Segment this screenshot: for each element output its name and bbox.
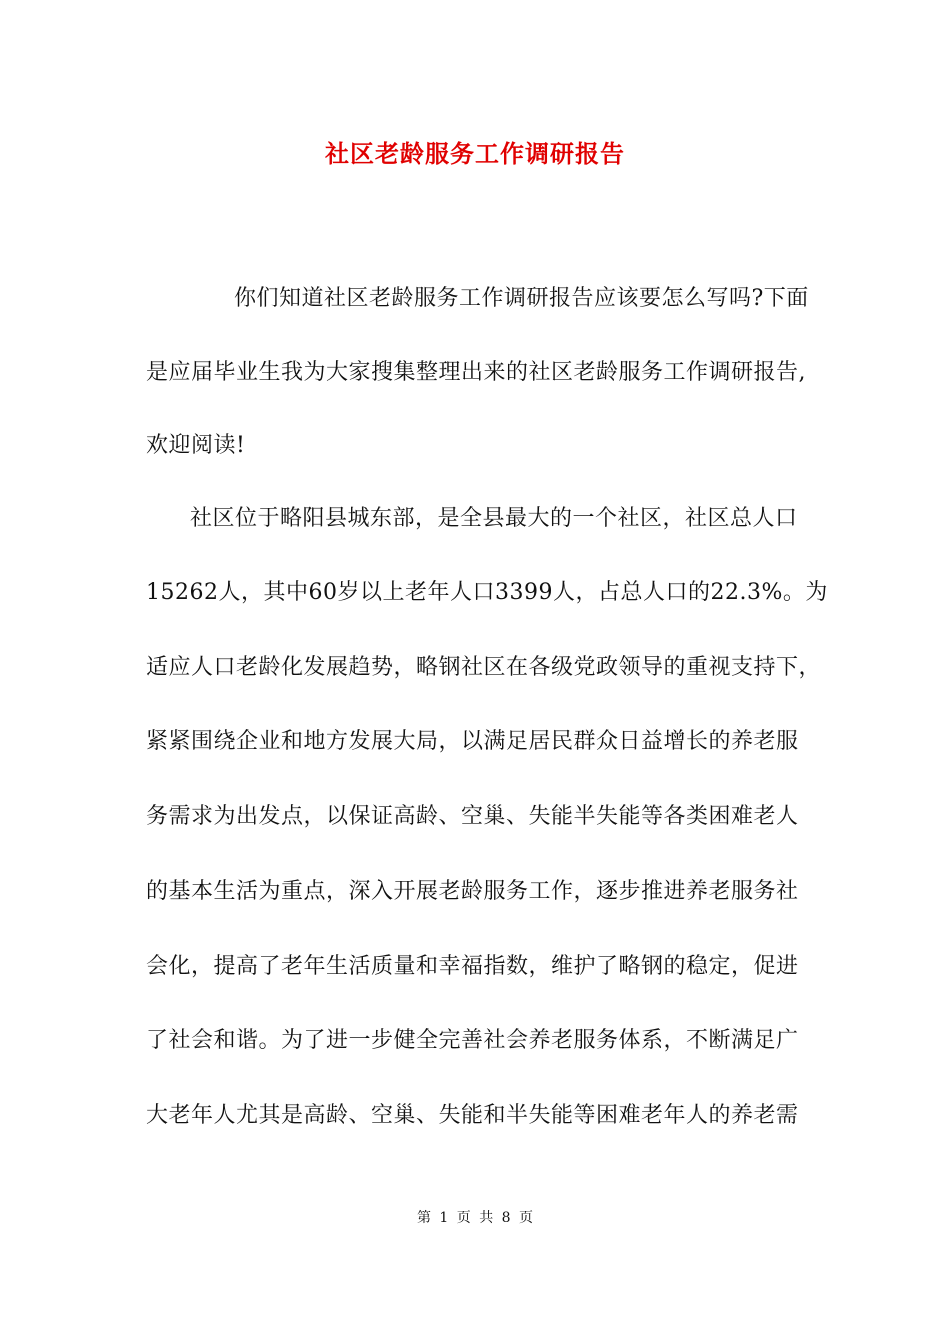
- body-line-7: 会化，提高了老年生活质量和幸福指数，维护了略钢的稳定，促进: [146, 954, 799, 979]
- body-line-3: 适应人口老龄化发展趋势，略钢社区在各级党政领导的重视支持下，: [146, 655, 822, 680]
- body-line-6: 的基本生活为重点，深入开展老龄服务工作，逐步推进养老服务社: [146, 879, 799, 904]
- intro-line-1: 你们知道社区老龄服务工作调研报告应该要怎么写吗?下面: [234, 286, 809, 311]
- intro-line-2: 是应届毕业生我为大家搜集整理出来的社区老龄服务工作调研报告,: [146, 360, 806, 385]
- body-line-5: 务需求为出发点，以保证高龄、空巢、失能半失能等各类困难老人: [146, 804, 799, 829]
- body-line-9: 大老年人尤其是高龄、空巢、失能和半失能等困难老年人的养老需: [146, 1103, 799, 1128]
- body-line-1: 社区位于略阳县城东部，是全县最大的一个社区，社区总人口: [190, 506, 798, 531]
- body-line-8: 了社会和谐。为了进一步健全完善社会养老服务体系，不断满足广: [146, 1028, 799, 1053]
- intro-line-3: 欢迎阅读!: [146, 433, 246, 458]
- document-title: 社区老龄服务工作调研报告: [325, 139, 625, 168]
- body-line-4: 紧紧围绕企业和地方发展大局，以满足居民群众日益增长的养老服: [146, 729, 799, 754]
- body-line-2: 15262人，其中60岁以上老年人口3399人，占总人口的22.3%。为: [146, 580, 828, 605]
- page-number-footer: 第 1 页 共 8 页: [416, 1210, 534, 1226]
